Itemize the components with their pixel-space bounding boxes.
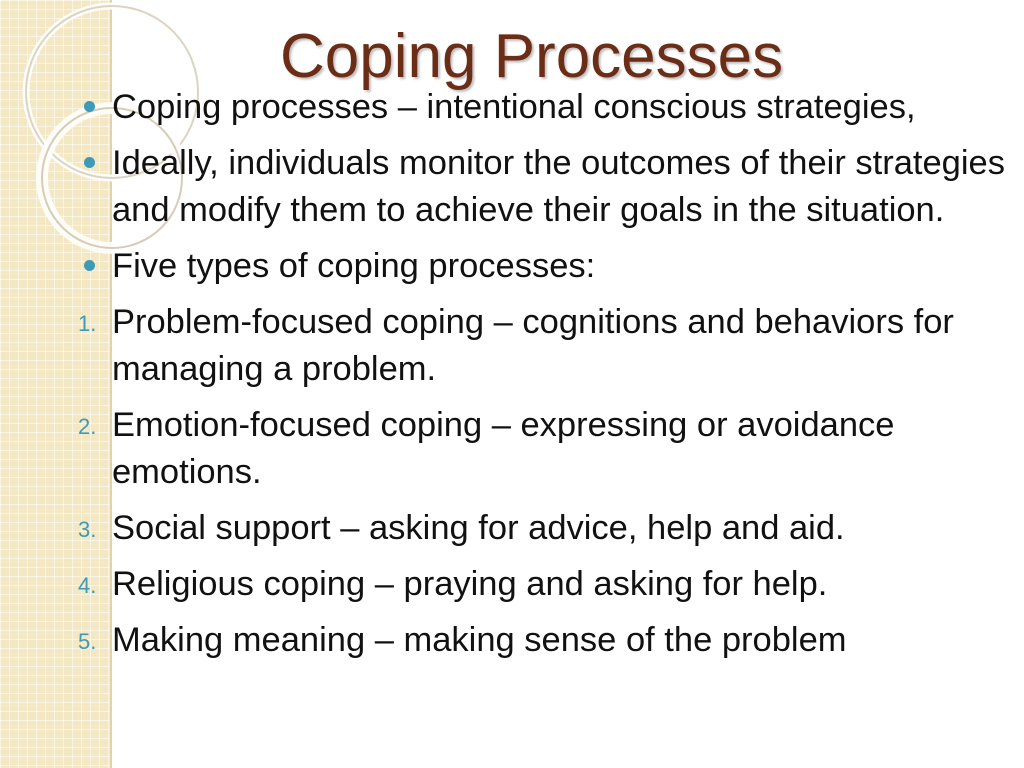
list-number: 3.	[78, 517, 97, 542]
bullet-text: Ideally, individuals monitor the outcomes of their strategies and modify them to achieve their goals in the situation.	[112, 144, 1005, 229]
bullet-dot-icon	[84, 260, 95, 271]
list-number: 5.	[78, 629, 97, 654]
bullet-dot-icon	[84, 157, 95, 168]
numbered-text: Making meaning – making sense of the problem	[112, 621, 847, 659]
bullet-item	[76, 243, 1006, 290]
bullet-item	[76, 84, 1006, 131]
numbered-item	[76, 561, 1006, 608]
numbered-item	[76, 402, 1006, 496]
numbered-text: Social support – asking for advice, help and aid.	[112, 509, 845, 547]
numbered-item	[76, 299, 1006, 393]
slide-title: Coping Processes	[280, 22, 784, 91]
list-number: 1.	[78, 311, 97, 336]
bullet-item	[76, 140, 1006, 234]
list-number: 2.	[78, 414, 97, 439]
bullet-text: Five types of coping processes:	[112, 247, 596, 285]
numbered-item	[76, 505, 1006, 552]
numbered-text: Problem-focused coping – cognitions and behaviors for managing a problem.	[112, 303, 954, 388]
numbered-text: Religious coping – praying and asking for help.	[112, 565, 828, 603]
bullet-text: Coping processes – intentional conscious strategies,	[112, 88, 916, 126]
bullet-dot-icon	[84, 101, 95, 112]
slide-content	[76, 84, 1006, 673]
numbered-item	[76, 617, 1006, 664]
numbered-text: Emotion-focused coping – expressing or avoidance emotions.	[112, 406, 895, 491]
list-number: 4.	[78, 573, 97, 598]
